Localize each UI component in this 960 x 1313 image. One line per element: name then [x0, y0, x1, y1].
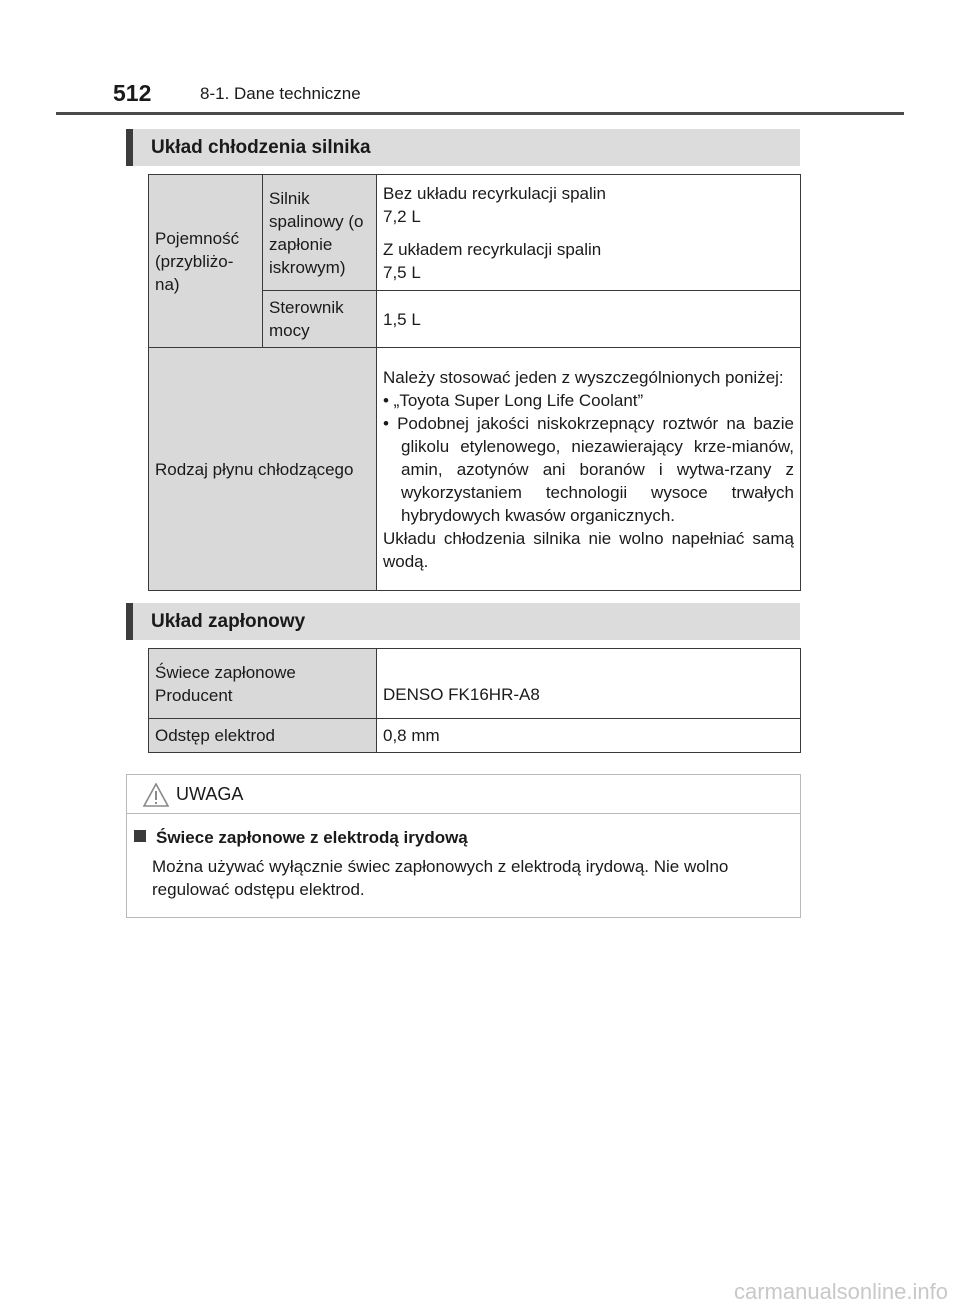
warning-box: [126, 774, 801, 918]
page-header: [0, 0, 960, 116]
capacity-label: Pojemność (przybliżo-na): [149, 175, 263, 348]
table-row: [149, 649, 801, 719]
spark-plugs-label: Świece zapłonowe: [155, 662, 296, 682]
list-item: • Podobnej jakości niskokrzepnący roztwór na bazie glikolu etylenowego, niezawierający krze-mianów, amin, azotynów ani boranów i wytwa-rzany z wykorzystaniem technologii wysoce trwałych hybrydowych kwasów organicznych.: [383, 413, 794, 525]
engine-label: Silnik spalinowy (o zapłonie iskrowym): [263, 175, 377, 291]
inverter-value: 1,5 L: [377, 291, 801, 348]
cooling-spec-table: [148, 174, 801, 591]
chapter-title: 8-1. Dane techniczne: [200, 84, 361, 103]
warning-title: UWAGA: [176, 784, 244, 804]
page-number: 512: [113, 80, 152, 106]
coolant-label: Rodzaj płynu chłodzącego: [149, 348, 377, 591]
watermark: carmanualsonline.info: [733, 1279, 948, 1304]
no-egr-value: 7,2 L: [383, 206, 421, 226]
header-divider: [56, 112, 904, 115]
warning-header: [127, 775, 800, 814]
warning-item-text: Można używać wyłącznie świec zapłonowych z elektrodą irydową. Nie wolno regulować odstępu elektrod.: [152, 857, 729, 899]
cooling-section-heading: [126, 129, 800, 166]
warning-item-heading: [134, 828, 468, 848]
ignition-section-title: Układ zapłonowy: [151, 611, 306, 632]
gap-value: 0,8 mm: [377, 719, 801, 753]
spark-plugs-cell: [149, 649, 377, 719]
table-row: [149, 348, 801, 591]
ignition-section-heading: [126, 603, 800, 640]
no-egr-label: Bez układu recyrkulacji spalin: [383, 183, 606, 203]
coolant-type-cell: [377, 348, 801, 591]
square-bullet-icon: [134, 830, 146, 842]
gap-label: Odstęp elektrod: [149, 719, 377, 753]
egr-label: Z układem recyrkulacji spalin: [383, 239, 602, 259]
table-row: [149, 719, 801, 753]
table-row: [149, 175, 801, 291]
manufacturer-label: Producent: [155, 685, 233, 705]
list-item: • „Toyota Super Long Life Coolant”: [383, 390, 644, 410]
engine-capacity-cell: [377, 175, 801, 291]
cooling-section-title: Układ chłodzenia silnika: [151, 137, 371, 158]
warning-item-title: Świece zapłonowe z elektrodą irydową: [156, 828, 468, 847]
ignition-spec-table: [148, 648, 801, 753]
coolant-note: Układu chłodzenia silnika nie wolno napełniać samą wodą.: [383, 528, 794, 571]
manufacturer-value: DENSO FK16HR-A8: [377, 649, 801, 719]
egr-value: 7,5 L: [383, 262, 421, 282]
warning-triangle-icon: [143, 783, 169, 807]
coolant-intro: Należy stosować jeden z wyszczególnionych poniżej:: [383, 367, 784, 387]
inverter-label: Sterownik mocy: [263, 291, 377, 348]
